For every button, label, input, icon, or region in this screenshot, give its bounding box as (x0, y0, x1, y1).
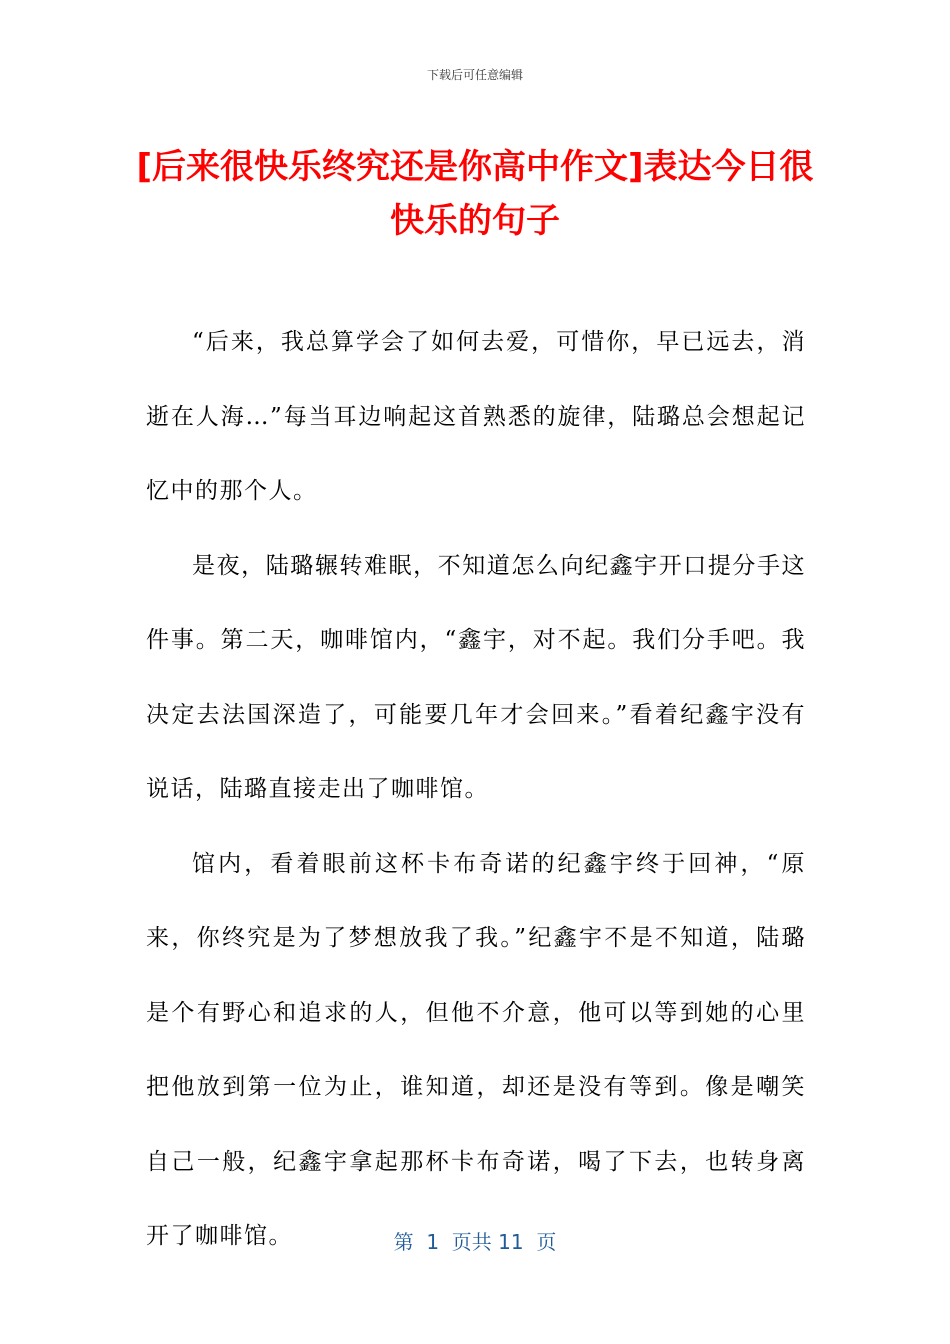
header-note: 下载后可任意编辑 (426, 68, 523, 82)
document-title: [后来很快乐终究还是你高中作文]表达今日很快乐的句子 (136, 147, 814, 241)
paragraph-3: 馆内，看着眼前这杯卡布奇诺的纪鑫宇终于回神，“原来，你终究是为了梦想放我了我。”纪鑫宇不是不知道，陆璐是个有野心和追求的人，但他不介意，他可以等到她的心里把他放到第一位为止，谁知道，却还是没有等到。像是嘲笑自己一般，纪鑫宇拿起那杯卡布奇诺，喝了下去，也转身离开了咖啡馆。 (146, 850, 806, 1249)
document-body (146, 305, 806, 1274)
paragraph-1: “后来，我总算学会了如何去爱，可惜你，早已远去，消逝在人海…”每当耳边响起这首熟悉的旋律，陆璐总会想起记忆中的那个人。 (146, 329, 806, 504)
paragraph-2: 是夜，陆璐辗转难眠，不知道怎么向纪鑫宇开口提分手这件事。第二天，咖啡馆内，“鑫宇，对不起。我们分手吧。我决定去法国深造了，可能要几年才会回来。”看着纪鑫宇没有说话，陆璐直接走出了咖啡馆。 (146, 552, 806, 802)
page-footer: 第 1 页共 11 页 (393, 1230, 557, 1254)
